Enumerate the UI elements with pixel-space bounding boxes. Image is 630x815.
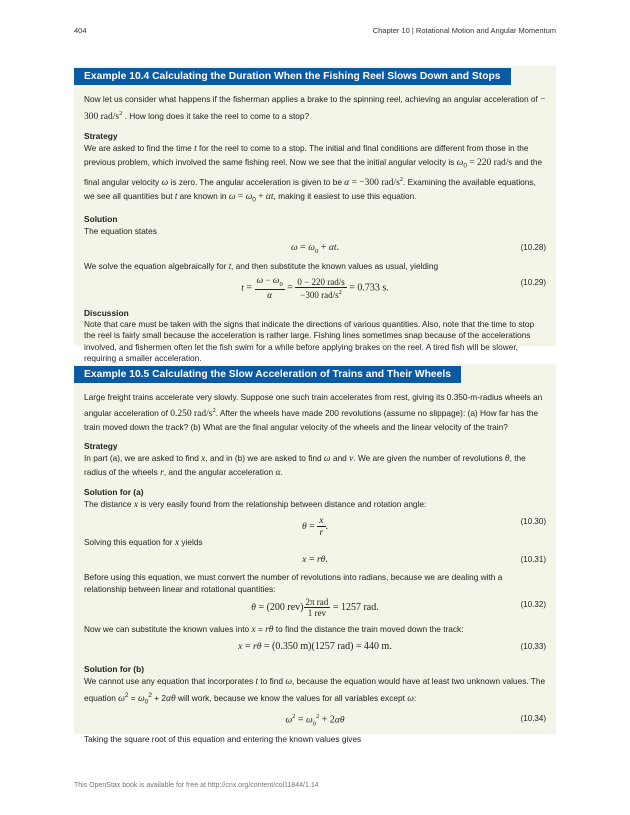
strategy-heading-2: Strategy [84, 441, 118, 452]
chapter-title: Chapter 10 | Rotational Motion and Angular Momentum [372, 26, 556, 35]
solution-a-text: The distance x is very easily found from the relationship between distance and rotation angle: [84, 499, 427, 511]
solution-b-heading: Solution for (b) [84, 664, 145, 675]
example-10-5-intro: Large freight trains accelerate very slowly. Suppose one such train accelerates from rest, giving its 0.350-m-radius wheels an angular acceleration of 0.250 rad/$s^2$. After the wheels have made 200 revolutions (assume no slippage): (a) How far has the train moved down the track? (b) What are the final angular velocity of the wheels and the linear velocity of the train? [84, 392, 543, 433]
strategy-heading: Strategy [84, 131, 118, 142]
before-text: Before using this equation, we must convert the number of revolutions into radians, because we are dealing with a relationship between linear and rotational quantities: [84, 572, 503, 594]
solution-text-2: We solve the equation algebraically for t, and then substitute the known values as usual, yielding [84, 260, 439, 271]
example-10-4-box [74, 66, 556, 364]
equation-10-34: $\omega^2 = \omega_0^2 + 2\alpha\theta$ (10.34) [285, 712, 546, 727]
equation-10-32: θ = (200 rev) $\frac{\text{2π rad}}{\text{1 rev}}$ = 1257 rad. (10.32) [251, 597, 546, 619]
taking-text: Taking the square root of this equation and entering the known values gives [84, 733, 362, 744]
equation-10-28: $\omega = \omega_0 + \alpha t$. (10.28) [290, 241, 546, 255]
equation-10-29: t = $\frac{\omega - \omega_0}{\alpha}$ = $\frac{\text{0 − 220 rad/s}}{-300 rad/s^2}$ = 0.733 s. (10.29) [241, 274, 546, 302]
equation-10-31: x = rθ. (10.31) [302, 554, 546, 566]
solution-a-heading: Solution for (a) [84, 487, 144, 498]
equation-10-33: x = rθ = (0.350 m)(1257 rad) = 440 m. (10.33) [238, 641, 546, 653]
solution-text: The equation states [84, 225, 157, 236]
example-10-4-title: Example 10.4 Calculating the Duration When the Fishing Reel Slows Down and Stops [74, 68, 511, 85]
solving-text: Solving this equation for x yields [84, 537, 203, 549]
example-10-5-box [74, 364, 556, 744]
page-number: 404 [74, 26, 87, 35]
strategy-text: We are asked to find the time t for the reel to come to a stop. The initial and final conditions are different from those in the previous problem, which involved the same fishing reel. Now we see that the initial angular velocity is $\omega_0 = 220$ rad/s and the final angular velocity ω is zero. The angular acceleration is given to be α = −300 rad/$s^2$. Examining the available equations, we see all quantities but t are known in $\omega = \omega_0 + \alpha t$, making it easiest to use this equation. [84, 143, 543, 204]
equation-10-30: θ = $\frac{x}{r}$ . (10.30) [301, 516, 546, 539]
solution-heading: Solution [84, 213, 118, 224]
example-10-4-intro: Now let us consider what happens if the fisherman applies a brake to the spinning reel, achieving an angular acceleration of − 300 rad/$s^2$ . How long does it take the reel to come to a stop? [84, 94, 546, 123]
strategy-text-2: In part (a), we are asked to find x, and in (b) we are asked to find ω and v. We are given the number of revolutions θ, the radius of the wheels r, and the angular acceleration α. [84, 453, 526, 479]
example-10-5-title: Example 10.5 Calculating the Slow Acceleration of Trains and Their Wheels [74, 366, 461, 383]
solution-b-text: We cannot use any equation that incorporates t to find ω, because the equation would have at least two unknown values. The equation $\omega^2 = \omega_0^2 + 2\alpha\theta$ will work, because we know the values for all variables except ω: [84, 676, 546, 706]
now-text: Now we can substitute the known values into x = rθ to find the distance the train moved down the track: [84, 624, 464, 636]
discussion-heading: Discussion [84, 307, 129, 318]
discussion-text: Note that care must be taken with the signs that indicate the directions of various quantities. Also, note that the time to stop the reel is fairly small because the acceleration is rather large. Fishing lines sometimes snap because of the accelerations involved, and fishermen often let the fish swim for a while before applying brakes on the reel. A tired fish will be slower, requiring a smaller acceleration. [84, 318, 535, 364]
page-footer: This OpenStax book is available for free at http://cnx.org/content/col11844/1.14 [74, 782, 319, 789]
